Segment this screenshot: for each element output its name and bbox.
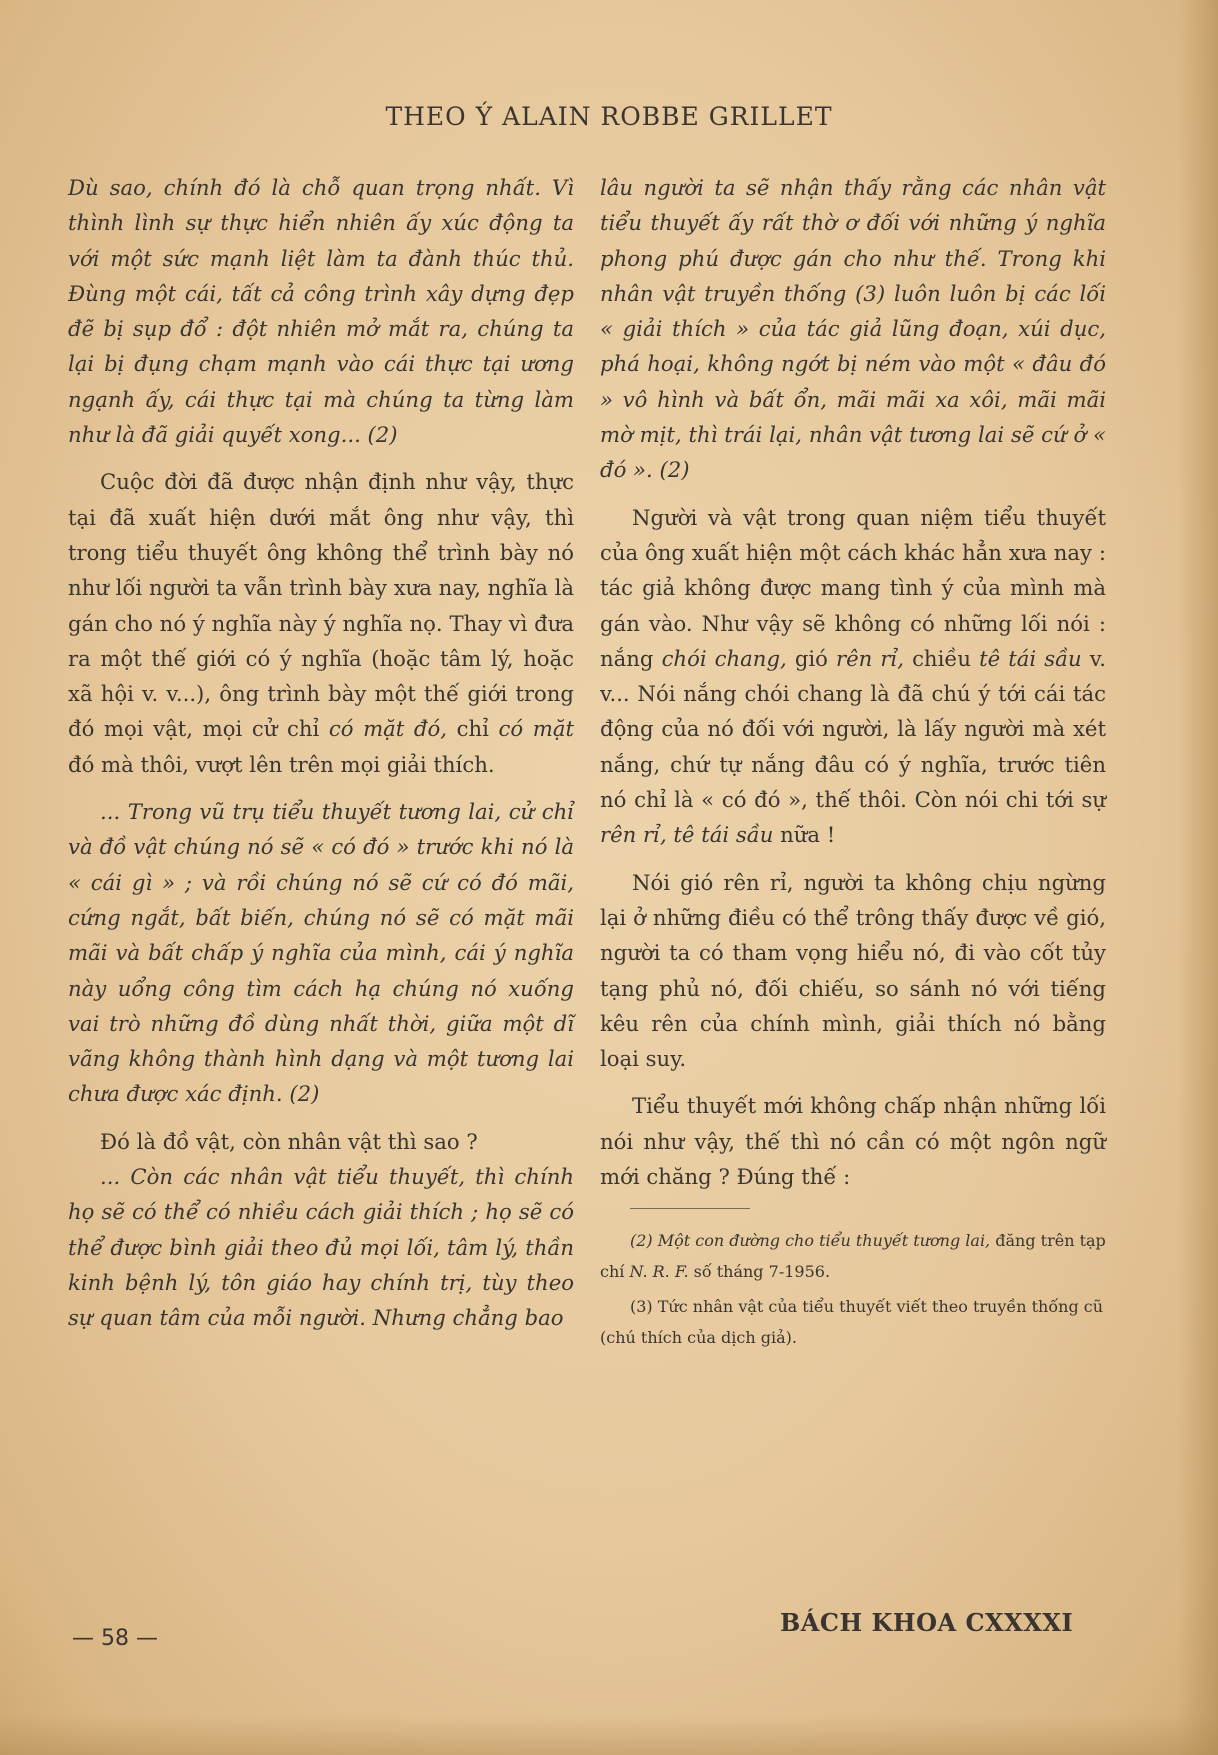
- body-paragraph-4: Nói gió rên rỉ, người ta không chịu ngừng lại ở những điều có thể trông thấy được về gió, người ta có tham vọng hiểu nó, đi vào cốt tủy tạng phủ nó, đối chiếu, so sánh nó với tiếng kêu rên của chính mình, giải thích nó bằng loại suy.: [600, 869, 1106, 1072]
- footnotes: [600, 1225, 1106, 1353]
- text-run: gió: [794, 645, 828, 671]
- text-run: đó mà thôi, vượt lên trên mọi giải thích.: [68, 751, 495, 777]
- quote-paragraph-continued: lâu người ta sẽ nhận thấy rằng các nhân vật tiểu thuyết ấy rất thờ ơ đối với những ý nghĩa phong phú được gán cho như thế. Trong khi nhân vật truyền thống (3) luôn luôn bị các lối « giải thích » của tác giả lũng đoạn, xúi dục, phá hoại, không ngớt bị ném vào một « đâu đó » vô hình và bất ổn, mãi mãi xa xôi, mãi mãi mờ mịt, thì trái lại, nhân vật tương lai sẽ cứ ở « đó ». (2): [600, 175, 1106, 483]
- body-paragraph-3: [600, 500, 1106, 853]
- text-run: đăng trên tạp chí: [600, 1231, 1106, 1282]
- running-header: THEO Ý ALAIN ROBBE GRILLET: [385, 102, 833, 131]
- text-run: v. v... Nói nắng chói chang là đã chú ý tới cái tác động của nó đối với người, là lấy người mà xét nắng, chứ tự nắng đâu có ý nghĩa, trước tiên nó chỉ là « có đó », thế thôi. Còn nói chi tới sự: [600, 645, 1106, 813]
- footnote-2: [600, 1225, 1106, 1287]
- body-paragraph-1: [68, 464, 574, 782]
- quote-paragraph-2: ... Trong vũ trụ tiểu thuyết tương lai, cử chỉ và đồ vật chúng nó sẽ « có đó » trước khi nó là « cái gì » ; và rồi chúng nó sẽ cứ có đó mãi, cứng ngắt, bất biến, chúng nó sẽ có mặt mãi mãi và bất chấp ý nghĩa của mình, cái ý nghĩa này uổng công tìm cách hạ chúng nó xuống vai trò những đồ dùng nhất thời, giữa một dĩ vãng không thành hình dạng và một tương lai chưa được xác định. (2): [68, 799, 574, 1107]
- quote-paragraph-1: Dù sao, chính đó là chỗ quan trọng nhất. Vì thình lình sự thực hiển nhiên ấy xúc động ta với một sức mạnh liệt làm ta đành thúc thủ. Đùng một cái, tất cả công trình xây dựng đẹp đẽ bị sụp đổ : đột nhiên mở mắt ra, chúng ta lại bị đụng chạm mạnh vào cái thực tại ương ngạnh ấy, cái thực tại mà chúng ta từng làm như là đã giải quyết xong... (2): [68, 175, 574, 448]
- page-bottom-shadow: [0, 1715, 1218, 1755]
- body-paragraph-5: Tiểu thuyết mới không chấp nhận những lối nói như vậy, thế thì nó cần có một ngôn ngữ mới chăng ? Đúng thế :: [600, 1093, 1106, 1190]
- text-run-italic: rên rỉ,: [835, 645, 904, 671]
- journal-name: BÁCH KHOA CXXXXI: [780, 1608, 1074, 1637]
- text-run-italic: chói chang,: [661, 645, 787, 671]
- text-run: chỉ: [456, 716, 489, 742]
- text-run-italic: N. R. F.: [629, 1262, 689, 1282]
- text-run: số tháng 7-1956.: [693, 1262, 831, 1282]
- text-run-italic: có mặt: [498, 716, 574, 742]
- right-column: [600, 170, 1106, 1357]
- page-number: — 58 —: [72, 1626, 158, 1651]
- text-run-italic: (2) Một con đường cho tiểu thuyết tương lai,: [630, 1231, 991, 1251]
- page-edge-shadow: [1178, 0, 1218, 1755]
- footnote-divider: [630, 1208, 750, 1209]
- text-run-italic: rên rỉ, tê tái sầu: [600, 822, 774, 848]
- footnote-3: (3) Tức nhân vật của tiểu thuyết viết theo truyền thống cũ (chú thích của dịch giả).: [600, 1297, 1104, 1348]
- text-run-italic: có mặt đó,: [328, 716, 447, 742]
- body-paragraph-2: Đó là đồ vật, còn nhân vật thì sao ?: [100, 1128, 478, 1154]
- text-run: chiều: [912, 645, 972, 671]
- text-run-italic: tê tái sầu: [979, 645, 1082, 671]
- text-run: nữa !: [780, 822, 836, 848]
- text-run: Người và vật trong quan niệm tiểu thuyết của ông xuất hiện một cách khác hẳn xưa nay : tác giả không được mang tình ý của mình mà gán vào. Như vậy sẽ không có những lối nói : nắng: [600, 504, 1106, 671]
- text-run: Cuộc đời đã được nhận định như vậy, thực tại đã xuất hiện dưới mắt ông như vậy, thì trong tiểu thuyết ông không thể trình bày nó như lối người ta vẫn trình bày xưa nay, nghĩa là gán cho nó ý nghĩa này ý nghĩa nọ. Thay vì đưa ra một thế giới có ý nghĩa (hoặc tâm lý, hoặc xã hội v. v...), ông trình bày một thế giới trong đó mọi vật, mọi cử chỉ: [68, 469, 574, 742]
- quote-paragraph-3: ... Còn các nhân vật tiểu thuyết, thì chính họ sẽ có thể có nhiều cách giải thích ; họ sẽ có thể được bình giải theo đủ mọi lối, tâm lý, thần kinh bệnh lý, tôn giáo hay chính trị, tùy theo sự quan tâm của mỗi người. Nhưng chẳng bao: [68, 1164, 574, 1331]
- left-column: [68, 170, 574, 1336]
